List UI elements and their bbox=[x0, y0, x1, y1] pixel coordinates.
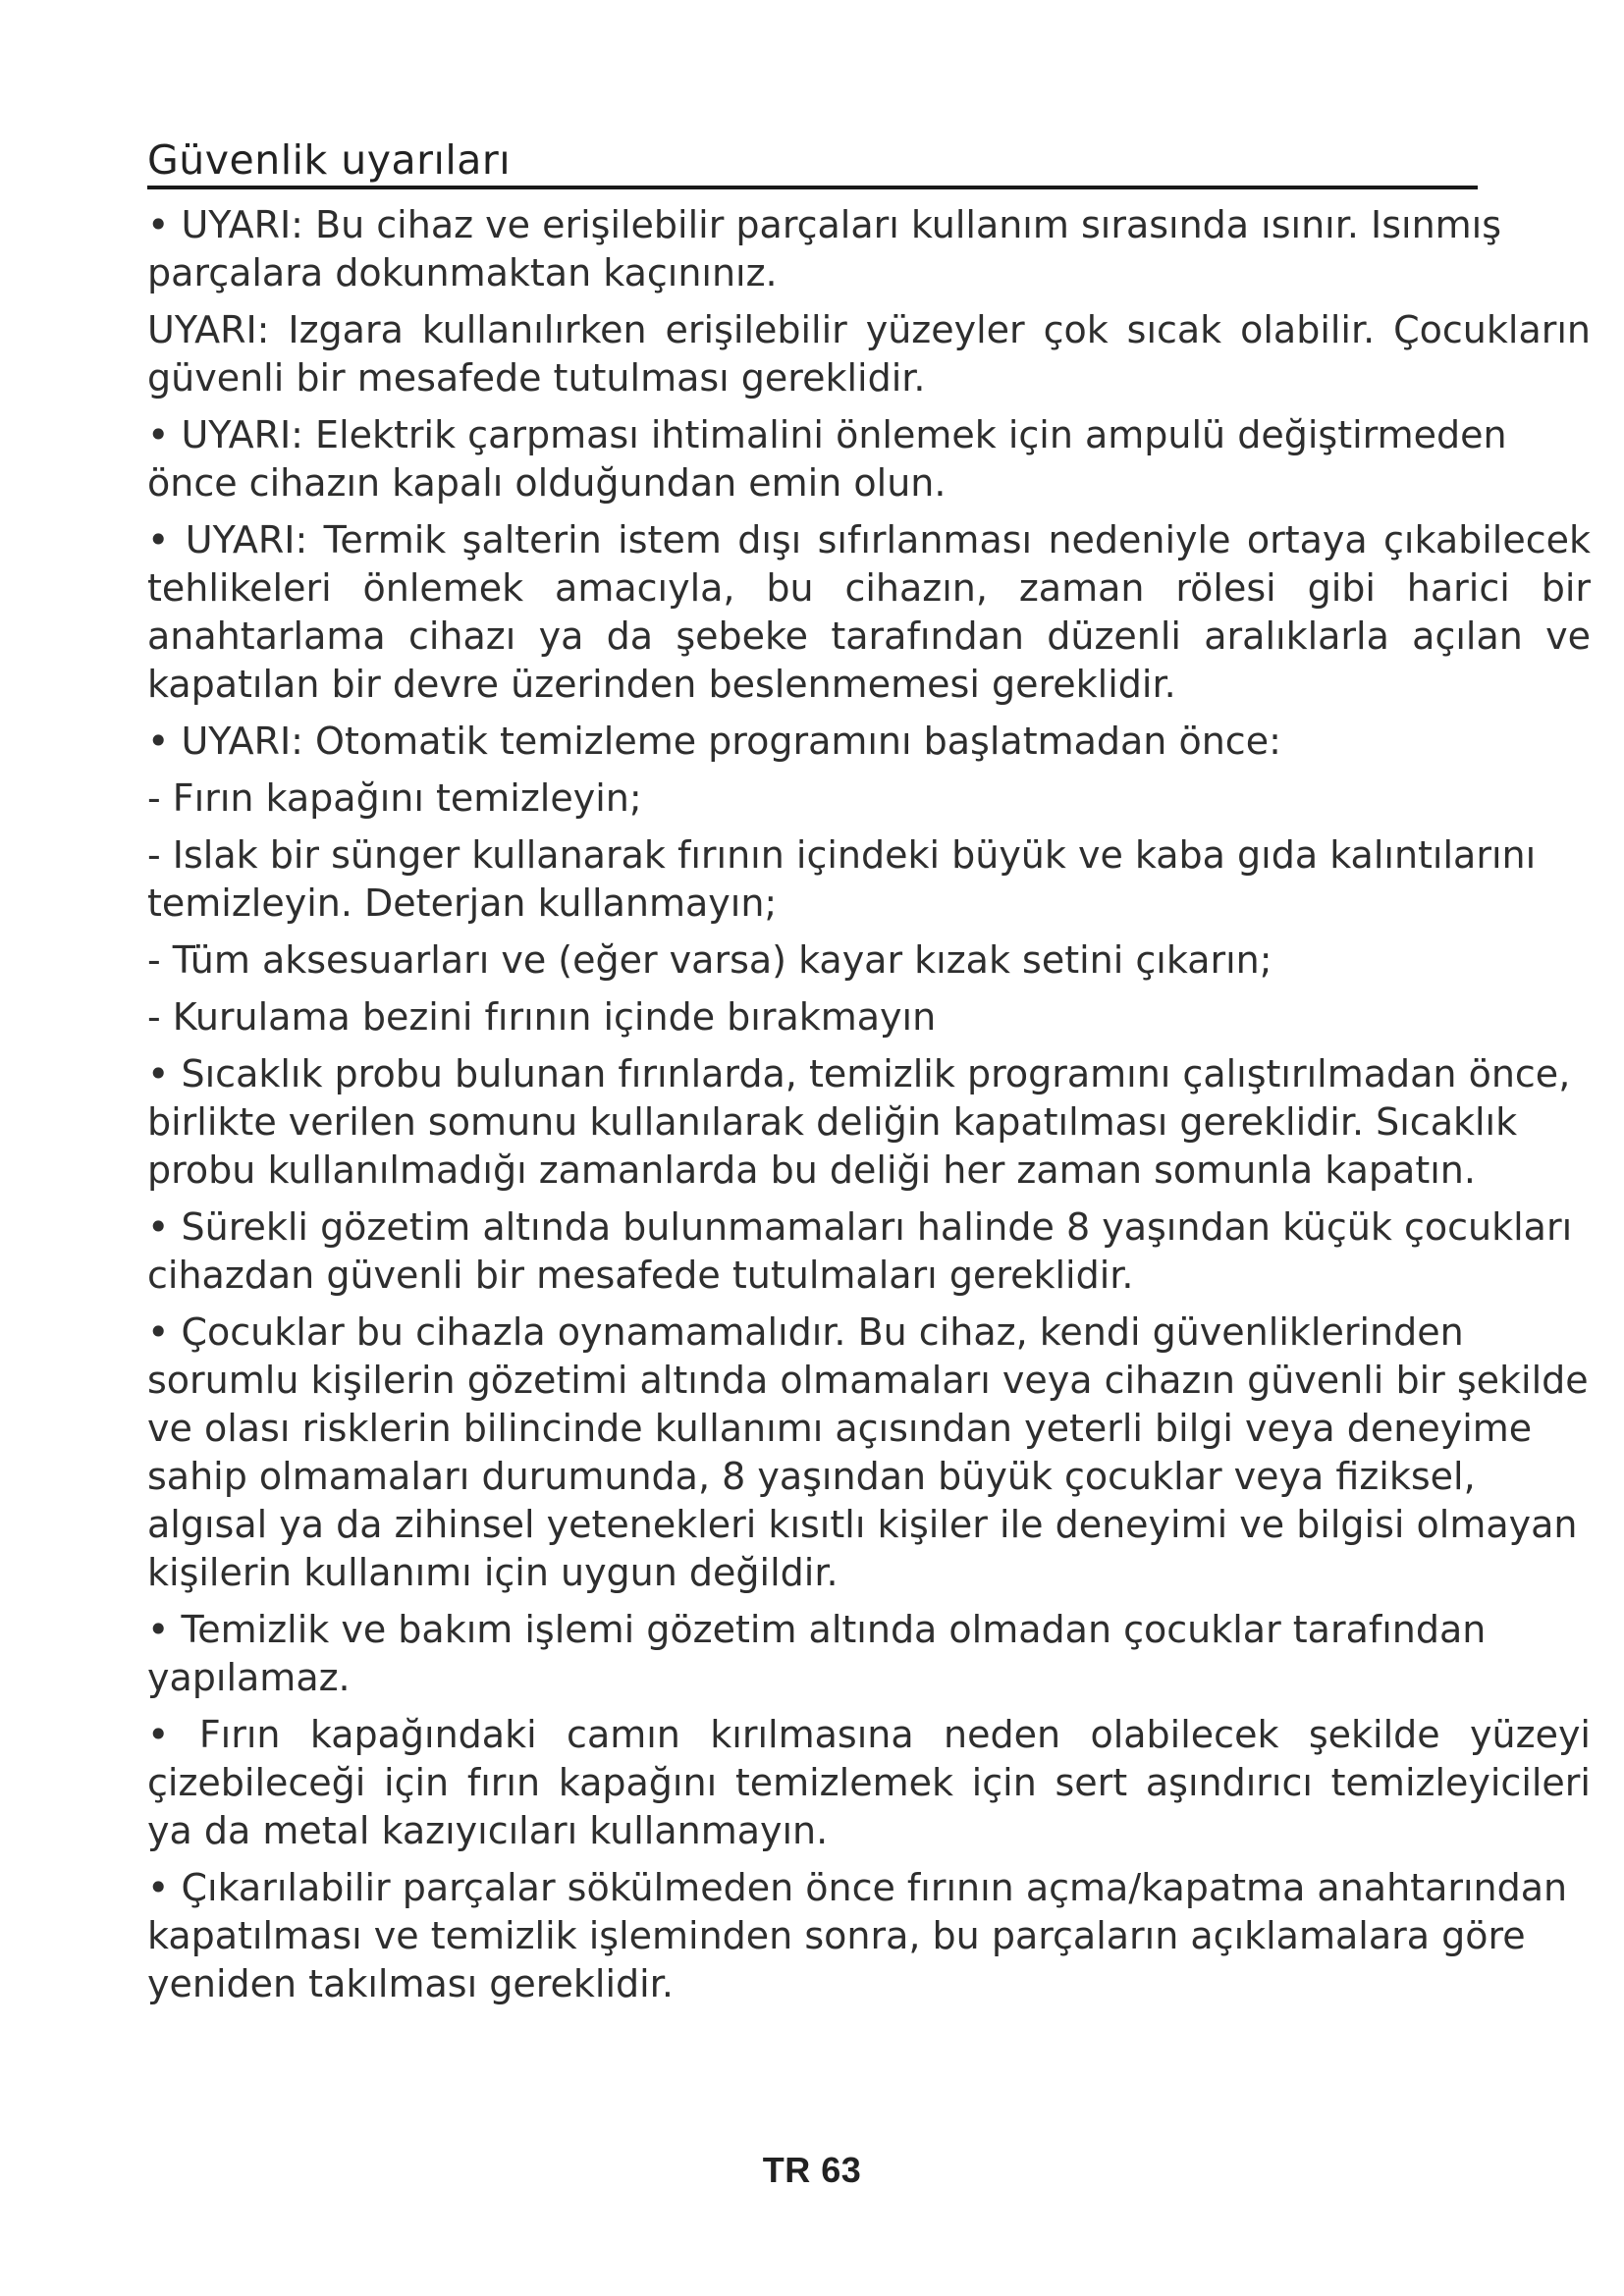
warning-paragraph: • Sıcaklık probu bulunan fırınlarda, temizlik programını çalıştırılmadan önce, birlikte verilen somunu kullanılarak deliğin kapatılması gereklidir. Sıcaklık probu kullanılmadığı zamanlarda bu deliği her zaman somunla kapatın. bbox=[147, 1052, 1571, 1193]
page-number: TR 63 bbox=[762, 2150, 862, 2190]
page-content bbox=[147, 137, 1591, 2017]
warning-paragraph: • Çıkarılabilir parçalar sökülmeden önce fırının açma/kapatma anahtarından kapatılması ve temizlik işleminden sonra, bu parçaların açıklamalara göre yeniden takılması gereklidir. bbox=[147, 1866, 1568, 2006]
warning-paragraph: UYARI: Izgara kullanılırken erişilebilir yüzeyler çok sıcak olabilir. Çocukların güvenli bir mesafede tutulması gereklidir. bbox=[147, 308, 1591, 400]
list-item: - Tüm aksesuarları ve (eğer varsa) kayar kızak setini çıkarın; bbox=[147, 938, 1272, 983]
list-item: - Fırın kapağını temizleyin; bbox=[147, 776, 642, 821]
warning-paragraph: • Sürekli gözetim altında bulunmamaları halinde 8 yaşından küçük çocukları cihazdan güvenli bir mesafede tutulmaları gereklidir. bbox=[147, 1205, 1573, 1298]
warning-paragraph: • UYARI: Bu cihaz ve erişilebilir parçaları kullanım sırasında ısınır. Isınmış parçalara dokunmaktan kaçınınız. bbox=[147, 203, 1502, 295]
warning-paragraph: • Temizlik ve bakım işlemi gözetim altında olmadan çocuklar tarafından yapılamaz. bbox=[147, 1608, 1487, 1700]
page-title: Güvenlik uyarıları bbox=[147, 136, 512, 184]
warning-paragraph: • Fırın kapağındaki camın kırılmasına neden olabilecek şekilde yüzeyi çizebileceği için fırın kapağını temizlemek için sert aşındırıcı temizleyicileri ya da metal kazıyıcıları kullanmayın. bbox=[147, 1713, 1591, 1853]
list-item: - Kurulama bezini fırının içinde bırakmayın bbox=[147, 995, 937, 1040]
title-rule bbox=[147, 137, 1478, 189]
list-item: - Islak bir sünger kullanarak fırının içindeki büyük ve kaba gıda kalıntılarını temizleyin. Deterjan kullanmayın; bbox=[147, 833, 1537, 926]
warning-paragraph: • UYARI: Otomatik temizleme programını başlatmadan önce: bbox=[147, 720, 1281, 764]
warning-paragraph: • UYARI: Termik şalterin istem dışı sıfırlanması nedeniyle ortaya çıkabilecek tehlikeleri önlemek amacıyla, bu cihazın, zaman rölesi gibi harici bir anahtarlama cihazı ya da şebeke tarafından düzenli aralıklarla açılan ve kapatılan bir devre üzerinden beslenmemesi gereklidir. bbox=[147, 518, 1591, 707]
warning-paragraph: • Çocuklar bu cihazla oynamamalıdır. Bu cihaz, kendi güvenliklerinden sorumlu kişilerin gözetimi altında olmamaları veya cihazın güvenli bir şekilde ve olası risklerin bilincinde kullanımı açısından yeterli bilgi veya deneyime sahip olmamaları durumunda, 8 yaşından büyük çocuklar veya fiziksel, algısal ya da zihinsel yetenekleri kısıtlı kişiler ile deneyimi ve bilgisi olmayan kişilerin kullanımı için uygun değildir. bbox=[147, 1310, 1589, 1595]
warning-paragraph: • UYARI: Elektrik çarpması ihtimalini önlemek için ampulü değiştirmeden önce cihazın kapalı olduğundan emin olun. bbox=[147, 413, 1507, 506]
